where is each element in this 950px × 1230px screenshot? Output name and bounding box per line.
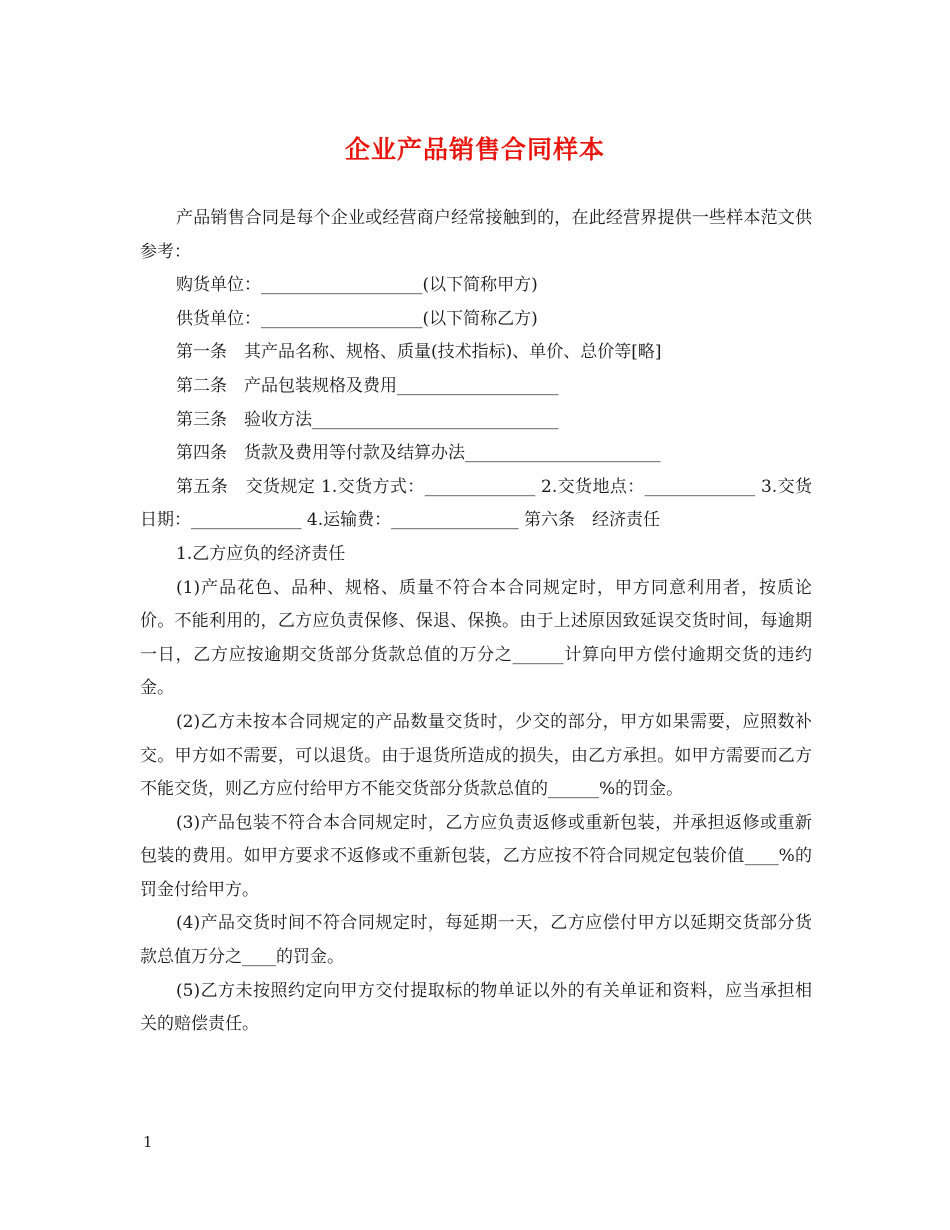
article-3: 第三条 验收方法_____________________________ — [176, 409, 559, 430]
buyer-line: 购货单位：___________________(以下简称甲方) — [176, 275, 538, 296]
page-number: 1 — [143, 1133, 153, 1151]
article-2: 第二条 产品包装规格及费用___________________ — [176, 375, 559, 396]
supplier-line: 供货单位：___________________(以下简称乙方) — [176, 308, 538, 329]
article-4: 第四条 货款及费用等付款及结算办法_______________________ — [176, 443, 661, 464]
clause-4: (4)产品交货时间不符合同规定时，每延期一天，乙方应偿付甲方以延期交货部分货款总值万分之____的罚金。 — [140, 913, 812, 968]
article-5-6: 第五条 交货规定 1.交货方式：_____________ 2.交货地点：_____________ 3.交货日期：_____________ 4.运输费：_______________ 第六条 经济责任 — [140, 476, 812, 531]
clause-1: (1)产品花色、品种、规格、质量不符合本合同规定时，甲方同意利用者，按质论价。不能利用的，乙方应负责保修、保退、保换。由于上述原因致延误交货时间，每逾期一日，乙方应按逾期交货部分货款总值的万分之______计算向甲方偿付逾期交货的违约金。 — [140, 577, 812, 699]
liability-heading: 1.乙方应负的经济责任 — [176, 543, 346, 564]
article-1: 第一条 其产品名称、规格、质量(技术指标)、单价、总价等[略] — [176, 342, 662, 363]
clause-2: (2)乙方未按本合同规定的产品数量交货时，少交的部分，甲方如果需要，应照数补交。甲方如不需要，可以退货。由于退货所造成的损失，由乙方承担。如甲方需要而乙方不能交货，则乙方应付给甲方不能交货部分货款总值的______%的罚金。 — [140, 711, 812, 800]
document-title: 企业产品销售合同样本 — [344, 135, 605, 164]
clause-3: (3)产品包装不符合本合同规定时，乙方应负责返修或重新包装，并承担返修或重新包装的费用。如甲方要求不返修或不重新包装，乙方应按不符合同规定包装价值____%的罚金付给甲方。 — [140, 812, 812, 900]
intro-paragraph: 产品销售合同是每个企业或经营商户经常接触到的，在此经营界提供一些样本范文供参考： — [140, 208, 812, 262]
document-body — [140, 202, 812, 1042]
clause-5: (5)乙方未按照约定向甲方交付提取标的物单证以外的有关单证和资料，应当承担相关的赔偿责任。 — [140, 980, 812, 1035]
